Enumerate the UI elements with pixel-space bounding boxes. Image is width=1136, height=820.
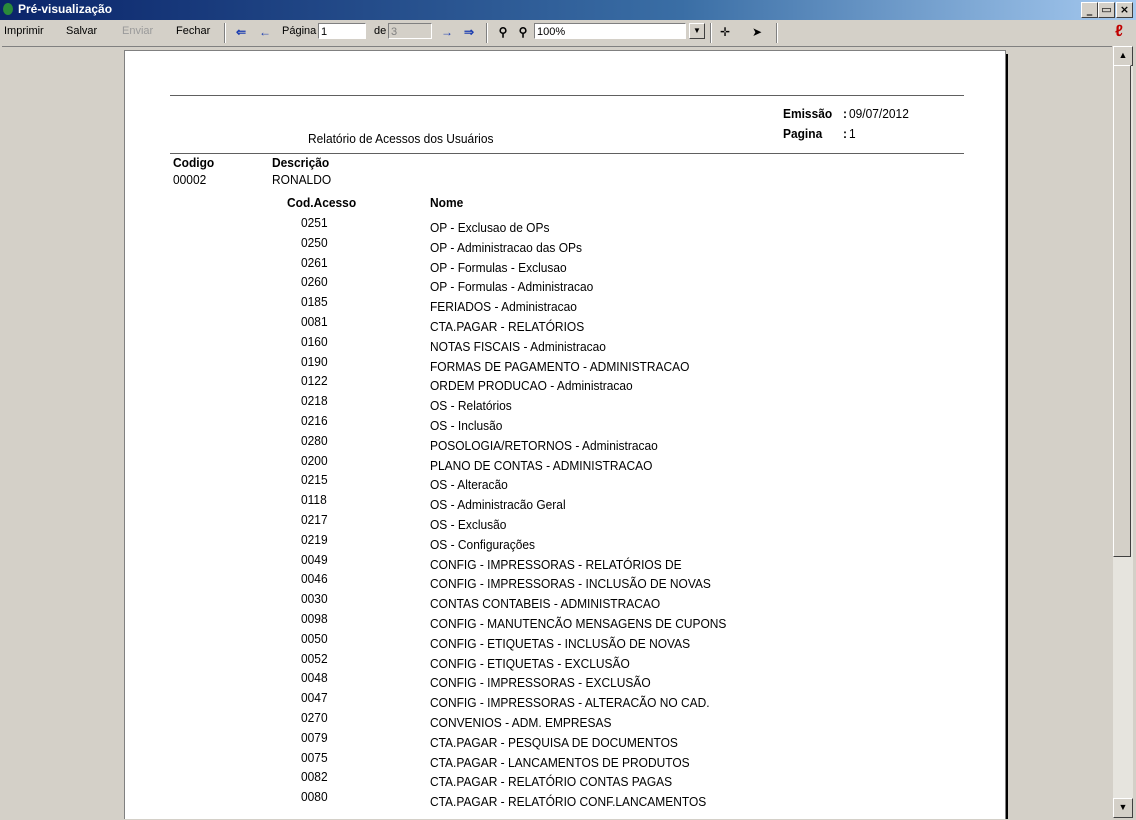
toolbar-separator xyxy=(486,23,488,43)
access-code: 0048 xyxy=(301,670,328,686)
emission-value: 09/07/2012 xyxy=(849,106,909,121)
access-code: 0079 xyxy=(301,729,328,745)
save-button[interactable]: Salvar xyxy=(66,25,98,37)
access-code: 0219 xyxy=(301,531,328,547)
access-code: 0216 xyxy=(301,413,328,428)
user-name: RONALDO xyxy=(272,172,332,187)
access-name: OS - Relatórios xyxy=(430,398,512,414)
access-name: POSOLOGIA/RETORNOS - Administracao xyxy=(430,437,658,453)
access-name: ORDEM PRODUCAO - Administracao xyxy=(430,378,633,394)
scroll-down-arrow-icon[interactable]: ▼ xyxy=(1113,798,1133,818)
access-code: 0080 xyxy=(301,789,328,805)
access-code: 0250 xyxy=(301,234,328,250)
access-name: FERIADOS - Administracao xyxy=(430,299,577,315)
minimize-button[interactable]: _ xyxy=(1081,2,1098,18)
access-name: CONFIG - IMPRESSORAS - RELATÓRIOS DE xyxy=(430,556,682,572)
access-name: CTA.PAGAR - RELATÓRIOS xyxy=(430,319,585,334)
access-name: OP - Formulas - Exclusao xyxy=(430,259,567,275)
title-bar xyxy=(0,0,1136,20)
access-name: CTA.PAGAR - PESQUISA DE DOCUMENTOS xyxy=(430,734,678,750)
descricao-header: Descrição xyxy=(272,155,330,170)
access-code: 0215 xyxy=(301,472,328,488)
access-code: 0098 xyxy=(301,611,328,626)
of-label: de xyxy=(374,25,387,37)
close-window-button[interactable]: × xyxy=(1116,2,1133,18)
access-name: CONFIG - IMPRESSORAS - EXCLUSÃO xyxy=(430,675,651,691)
previous-page-icon[interactable]: ← xyxy=(259,25,271,39)
access-code: 0118 xyxy=(301,492,327,508)
access-name-header: Nome xyxy=(430,195,464,210)
window-title: Pré-visualização xyxy=(18,2,113,16)
zoom-select[interactable]: 100% xyxy=(534,23,686,39)
access-code: 0280 xyxy=(301,432,328,448)
access-name: OP - Administracao das OPs xyxy=(430,239,583,255)
access-code: 0052 xyxy=(301,650,328,666)
emission-colon: : xyxy=(843,106,847,121)
logo-icon: ℓ xyxy=(1115,23,1123,40)
page-number-value: 1 xyxy=(849,126,856,141)
report-page xyxy=(124,50,1006,819)
preview-area[interactable] xyxy=(2,46,1112,819)
access-name: OS - Configurações xyxy=(430,536,536,552)
access-code: 0082 xyxy=(301,769,328,785)
user-code: 00002 xyxy=(173,172,207,187)
access-name: CTA.PAGAR - LANCAMENTOS DE PRODUTOS xyxy=(430,754,690,770)
page-number-input[interactable]: 1 xyxy=(318,23,366,39)
access-code: 0217 xyxy=(301,512,328,527)
toolbar-separator xyxy=(710,23,712,43)
scroll-up-arrow-icon[interactable]: ▲ xyxy=(1113,46,1133,66)
access-name: CONFIG - ETIQUETAS - EXCLUSÃO xyxy=(430,655,630,671)
access-name: CTA.PAGAR - RELATÓRIO CONTAS PAGAS xyxy=(430,774,673,790)
zoom-in-icon[interactable]: ⚲ xyxy=(498,25,508,39)
codigo-header: Codigo xyxy=(173,155,215,170)
access-code: 0081 xyxy=(301,314,328,329)
access-code: 0200 xyxy=(301,452,328,468)
last-page-icon[interactable]: ⇒ xyxy=(463,25,475,39)
page-number-colon: : xyxy=(843,126,847,141)
access-code-header: Cod.Acesso xyxy=(287,195,357,210)
vertical-scrollbar[interactable] xyxy=(1113,46,1133,818)
page-number-label: Pagina xyxy=(783,126,823,141)
access-code: 0160 xyxy=(301,333,328,349)
access-code: 0049 xyxy=(301,551,328,567)
send-button[interactable]: Enviar xyxy=(122,25,154,37)
print-button[interactable]: Imprimir xyxy=(4,25,44,37)
restore-button[interactable]: ▭ xyxy=(1098,2,1115,18)
access-name: OP - Formulas - Administracao xyxy=(430,279,594,295)
access-name: OP - Exclusao de OPs xyxy=(430,220,550,235)
access-code: 0050 xyxy=(301,630,328,646)
access-name: CONFIG - MANUTENCÃO MENSAGENS DE CUPONS xyxy=(430,616,727,631)
access-code: 0190 xyxy=(301,353,328,369)
access-code: 0075 xyxy=(301,749,328,765)
move-page-icon[interactable]: ✛ xyxy=(719,25,731,39)
close-button[interactable]: Fechar xyxy=(176,25,211,37)
next-page-icon[interactable]: → xyxy=(441,25,453,39)
first-page-icon[interactable]: ⇐ xyxy=(235,25,247,39)
access-name: OS - Alteracão xyxy=(430,477,508,493)
access-name: CONVENIOS - ADM. EMPRESAS xyxy=(430,715,612,730)
access-code: 0185 xyxy=(301,294,328,310)
access-name: OS - Administracão Geral xyxy=(430,497,566,513)
toolbar-separator xyxy=(776,23,778,43)
access-code: 0218 xyxy=(301,393,328,409)
access-code: 0030 xyxy=(301,591,328,607)
access-code: 0046 xyxy=(301,571,328,587)
page-label: Página xyxy=(282,25,317,37)
emission-label: Emissão xyxy=(783,106,833,121)
scrollbar-thumb[interactable] xyxy=(1113,65,1131,557)
access-name: NOTAS FISCAIS - Administracao xyxy=(430,338,606,354)
access-code: 0261 xyxy=(301,254,328,270)
access-name: CTA.PAGAR - RELATÓRIO CONF.LANCAMENTOS xyxy=(430,794,707,810)
access-name: CONFIG - IMPRESSORAS - ALTERACÃO NO CAD. xyxy=(430,695,710,711)
toolbar xyxy=(0,20,1136,46)
access-name: CONFIG - IMPRESSORAS - INCLUSÃO DE NOVAS xyxy=(430,576,711,592)
pointer-icon[interactable]: ➤ xyxy=(751,25,763,39)
access-code: 0047 xyxy=(301,690,328,706)
access-code: 0260 xyxy=(301,274,328,290)
access-code: 0251 xyxy=(301,215,328,230)
total-pages-field: 3 xyxy=(388,23,432,39)
access-name: OS - Exclusão xyxy=(430,517,507,532)
zoom-out-icon[interactable]: ⚲ xyxy=(518,25,528,39)
header-bottom-rule xyxy=(170,153,964,154)
app-icon xyxy=(3,3,13,15)
report-title: Relatório de Acessos dos Usuários xyxy=(308,131,494,146)
access-name: CONFIG - ETIQUETAS - INCLUSÃO DE NOVAS xyxy=(430,635,691,651)
toolbar-separator xyxy=(224,23,226,43)
access-name: FORMAS DE PAGAMENTO - ADMINISTRACAO xyxy=(430,358,690,374)
access-name: PLANO DE CONTAS - ADMINISTRACAO xyxy=(430,457,653,473)
access-name: OS - Inclusão xyxy=(430,418,503,433)
header-top-rule xyxy=(170,95,964,96)
zoom-dropdown-arrow-icon[interactable]: ▼ xyxy=(689,23,705,39)
access-name: CONTAS CONTABEIS - ADMINISTRACAO xyxy=(430,596,661,612)
access-code: 0270 xyxy=(301,710,328,725)
access-code: 0122 xyxy=(301,373,328,389)
